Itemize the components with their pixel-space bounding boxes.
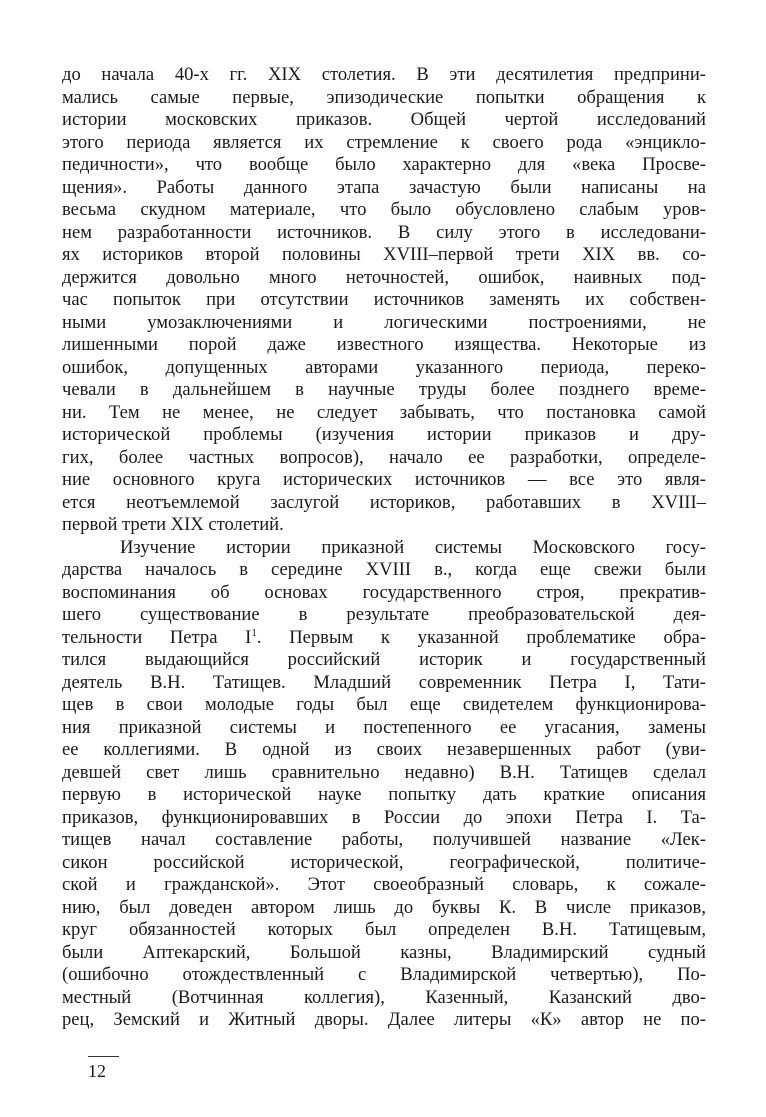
text-line: весьма скудном материале, что было обусловлено слабым уров- [62, 199, 706, 220]
text-line: рец, Земский и Житный дворы. Далее литеры «К» автор не по- [62, 1009, 706, 1030]
text-line: приказов, функционировавших в России до эпохи Петра I. Та- [62, 806, 706, 828]
line-text: тельности Петра I [62, 626, 252, 648]
text-line: тищев начал составление работы, получившей название «Лек- [62, 829, 706, 850]
text-line: ошибок, допущенных авторами указанного периода, переко- [62, 356, 706, 378]
line-text: . Первым к указанной проблематике обра- [256, 626, 706, 648]
text-line: истории московских приказов. Общей чертой исследований [62, 109, 706, 130]
text-line: до начала 40-х гг. XIX столетия. В эти десятилетия предприни- [62, 64, 706, 85]
text-line: ях историков второй половины XVIII–первой трети XIX вв. со- [62, 244, 706, 265]
text-line: деятель В.Н. Татищев. Младший современник Петра I, Тати- [62, 671, 706, 693]
page-number: 12 [88, 1061, 106, 1081]
text-line: девшей свет лишь сравнительно недавно) В.Н. Татищев сделал [62, 761, 706, 783]
text-line: были Аптекарский, Большой казны, Владимирский судный [62, 941, 706, 963]
text-line: этого периода является их стремление к своего рода «энцикло- [62, 131, 706, 153]
text-line: педичности», что вообще было характерно для «века Просве- [62, 154, 706, 175]
text-line: держится довольно много неточностей, ошибок, наивных под- [62, 266, 706, 288]
text-line: круг обязанностей которых был определен В.Н. Татищевым, [62, 919, 706, 940]
footnote-mark: 1 [251, 626, 257, 639]
text-line: шего существование в результате преобразовательской дея- [62, 604, 706, 625]
paragraph-1 [62, 64, 706, 537]
text-line: ее коллегиями. В одной из своих незавершенных работ (уви- [62, 739, 706, 760]
text-line: нию, был доведен автором лишь до буквы К. В числе приказов, [62, 896, 706, 918]
text-line: лишенными порой даже известного изящества. Некоторые из [62, 334, 706, 355]
text-line: воспоминания об основах государственного строя, прекратив- [62, 581, 706, 603]
text-line: первой трети XIX столетий. [62, 514, 284, 535]
text-line: Изучение истории приказной системы Московского госу- [120, 536, 706, 558]
text-line: ской и гражданской». Этот своеобразный словарь, к сожале- [62, 874, 706, 895]
line-text: выдающийся российский историк и государственный [144, 649, 706, 670]
text-line: ние основного круга исторических источников — все это явля- [62, 469, 706, 490]
text-line: ными умозаключениями и логическими построениями, не [62, 311, 706, 333]
text-line: чевали в дальнейшем в научные труды более позднего време- [62, 379, 706, 400]
paragraph-2 [62, 537, 706, 1032]
text-line: щев в свои молодые годы был еще свидетелем функционирова- [62, 694, 706, 715]
text-line: нем разработанности источников. В силу этого в исследовани- [62, 221, 706, 243]
text-line [62, 649, 706, 672]
text-line: первую в исторической науке попытку дать краткие описания [62, 784, 706, 805]
text-line: гих, более частных вопросов), начало ее разработки, определе- [62, 446, 706, 468]
line-text: тился [62, 649, 107, 670]
text-line [62, 627, 706, 650]
page-number-rule [88, 1056, 119, 1057]
document-page [62, 64, 706, 1032]
text-line: дарства началось в середине XVIII в., когда еще свежи были [62, 559, 706, 580]
text-line: местный (Вотчинная коллегия), Казенный, Казанский дво- [62, 986, 706, 1008]
text-line: мались самые первые, эпизодические попытки обращения к [62, 86, 706, 108]
text-line: час попыток при отсутствии источников заменять их собствен- [62, 289, 706, 310]
text-line: ния приказной системы и постепенного ее угасания, замены [62, 716, 706, 738]
text-line: ется неотъемлемой заслугой историков, работавших в XVIII– [62, 491, 706, 513]
text-line: ни. Тем не менее, не следует забывать, что постановка самой [62, 401, 706, 423]
text-line: сикон российской исторической, географической, политиче- [62, 851, 706, 873]
text-line: (ошибочно отождествленный с Владимирской четвертью), По- [62, 964, 706, 985]
text-line: щения». Работы данного этапа зачастую были написаны на [62, 176, 706, 198]
text-line: исторической проблемы (изучения истории приказов и дру- [62, 424, 706, 445]
